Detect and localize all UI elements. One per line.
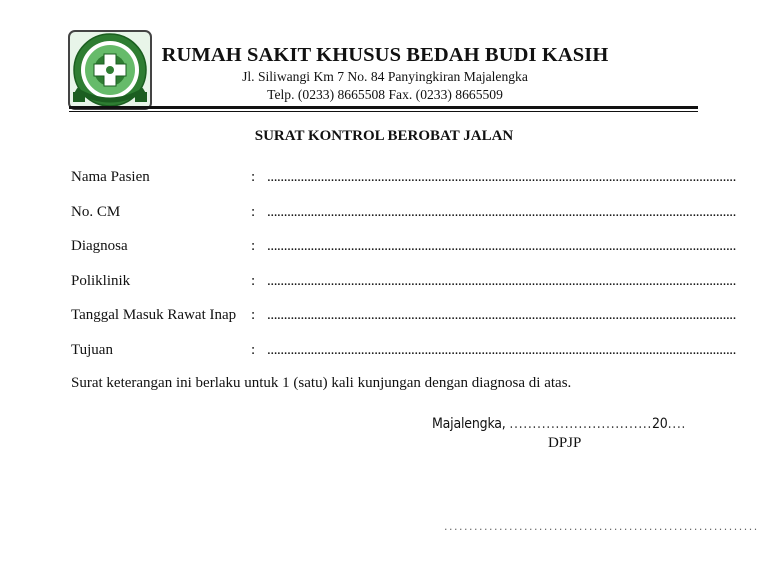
field-colon: : (251, 307, 256, 324)
field-poliklinik (71, 270, 737, 305)
field-diagnosa (71, 235, 737, 270)
letterhead-rule-thin (69, 111, 698, 112)
year-fill-line: .... (667, 416, 687, 432)
field-fill-line: ............................................................................................................................................ (267, 307, 737, 324)
field-label: Tanggal Masuk Rawat Inap (71, 307, 237, 324)
field-colon: : (251, 341, 256, 358)
hospital-name: RUMAH SAKIT KHUSUS BEDAH BUDI KASIH (161, 44, 609, 66)
hospital-address: Jl. Siliwangi Km 7 No. 84 Panyingkiran Majalengka (242, 69, 528, 84)
hospital-phone: Telp. (0233) 8665508 Fax. (0233) 8665509 (267, 87, 503, 102)
field-label: No. CM (71, 203, 121, 220)
field-fill-line: ............................................................................................................................................ (267, 238, 737, 255)
field-fill-line: ............................................................................................................................................ (267, 341, 737, 358)
field-colon: : (251, 203, 256, 220)
field-fill-line: ............................................................................................................................................ (267, 272, 737, 289)
field-colon: : (251, 169, 256, 185)
field-fill-line: ............................................................................................................................................ (267, 203, 737, 220)
field-tanggal-masuk (71, 304, 737, 339)
document-title: SURAT KONTROL BEROBAT JALAN (254, 128, 514, 144)
form-fields (71, 166, 737, 374)
field-no-cm (71, 201, 737, 236)
validity-note: Surat keterangan ini berlaku untuk 1 (satu) kali kunjungan dengan diagnosa di atas. (71, 375, 572, 391)
hospital-logo (68, 30, 152, 110)
place-date-line (432, 416, 686, 432)
field-colon: : (251, 272, 256, 289)
field-fill-line: ............................................................................................................................................ (267, 169, 737, 185)
field-colon: : (251, 238, 256, 255)
field-label: Diagnosa (71, 238, 128, 255)
signature-name-line: ............................................................... (444, 520, 759, 533)
field-nama-pasien (71, 166, 737, 201)
field-label: Nama Pasien (71, 169, 150, 185)
field-label: Poliklinik (71, 272, 131, 289)
field-label: Tujuan (71, 341, 113, 358)
year-prefix: 20 (652, 416, 668, 432)
hospital-cross-emblem-icon (68, 30, 152, 110)
signer-role: DPJP (548, 435, 582, 451)
letterhead-rule-thick (69, 106, 698, 109)
field-tujuan (71, 339, 737, 374)
letterhead (160, 42, 610, 104)
date-fill-line: ............................... (509, 416, 652, 432)
signature-place: Majalengka, (432, 416, 506, 432)
